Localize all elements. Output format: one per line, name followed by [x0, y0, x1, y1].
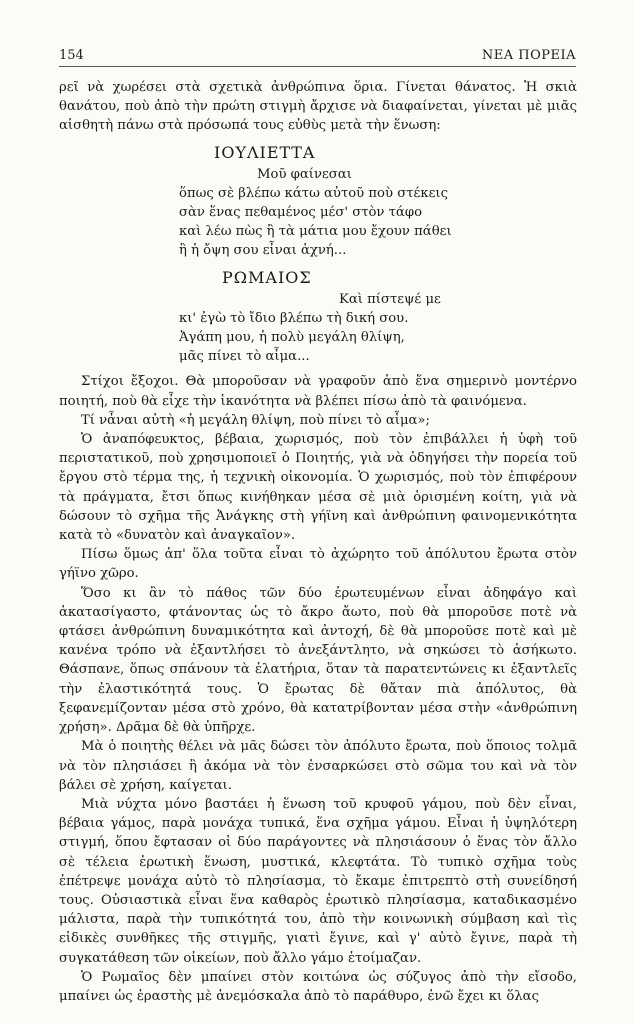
verse-line: μᾶς πίνει τὸ αἷμα...	[179, 349, 310, 365]
intro-paragraph: ρεῖ νὰ χωρέσει στὰ σχετικὰ ἀνθρώπινα ὅρια. Γίνεται θάνατος. Ἡ σκιὰ θανάτου, ποὺ ἀπὸ τὴν πρώτη στιγμὴ ἄρχισε νὰ διαφαίνεται, γίνεται μὲ μιᾶς αἰσθητὴ πάνω στὰ πρόσωπά τους εὐθὺς μετὰ τὴν ἕνωση:	[59, 80, 577, 134]
verse-line: Ἀγάπη μου, ἡ πολὺ μεγάλη θλίψη,	[179, 330, 405, 346]
body-paragraph: Στίχοι ἔξοχοι. Θὰ μποροῦσαν νὰ γραφοῦν ἀπὸ ἕνα σημερινὸ μοντέρνο ποιητή, ποὺ θὰ εἶχε τὴν ἱκανότητα νὰ βλέπει πίσω ἀπὸ τὰ φαινόμενα.	[59, 374, 577, 409]
body-paragraph: Ὁ Ρωμαῖος δὲν μπαίνει στὸν κοιτώνα ὡς σύζυγος ἀπὸ τὴν εἴσοδο, μπαίνει ὡς ἐραστὴς μὲ ἀνεμόσκαλα ἀπὸ τὸ παράθυρο, ἐνῶ ἔχει κι ὅλας	[59, 969, 577, 1004]
page-body	[59, 78, 577, 1006]
body-paragraph: Μιὰ νύχτα μόνο βαστάει ἡ ἕνωση τοῦ κρυφοῦ γάμου, ποὺ δὲν εἶναι, βέβαια γάμος, παρὰ μονάχα τυπικά, ἕνα σχῆμα γάμου. Εἶναι ἡ ὑψηλότερη στιγμή, ὅπου ἔφτασαν οἱ δύο παράγοντες νὰ πλησιάσουν ὁ ἕνας τὸν ἄλλο σὲ τέλεια ἐρωτικὴ ἕνωση, μυστικά, κλεφτάτα. Τὸ τυπικὸ σχῆμα τοὺς ἐπέτρεψε μονάχα αὐτὸ τὸ πλησίασμα, τὸ ἔκαμε ἐπιτρεπτὸ στὴ συνείδησή τους. Οὐσιαστικὰ εἶναι ἕνα καθαρὸς ἐρωτικὸ πλησίασμα, καταδικασμένο μάλιστα, παρὰ τὴν τυπικότητά του, ἀπὸ τὴν κοινωνικὴ σύμβαση καὶ τὶς εἰδικὲς συνθῆκες τῆς στιγμῆς, γιατὶ ἔγινε, καὶ γ' αὐτὸ ἔγινε, παρὰ τὴ συγκατάθεση τῶν οἰκείων, ποὺ ἄλλο γάμο ἑτοίμαζαν.	[59, 796, 577, 966]
page-header	[59, 40, 576, 68]
page-number: 154	[59, 48, 84, 63]
speaker-romeo: ΡΩΜΑΙΟΣ	[222, 267, 312, 287]
juliet-verse	[59, 165, 577, 261]
running-title: ΝΕΑ ΠΟΡΕΙΑ	[481, 48, 576, 63]
body-paragraph: Μὰ ὁ ποιητὴς θέλει νὰ μᾶς δώσει τὸν ἀπόλυτο ἔρωτα, ποὺ ὅποιος τολμᾶ νὰ τὸν πλησιάσει ἢ ἀκόμα νὰ τὸν ἐνσαρκώσει στὸ σῶμα του καὶ νὰ τὸν βάλει σὲ χρήση, καίγεται.	[59, 739, 577, 793]
body-paragraph: Τί νἆναι αὐτὴ «ἡ μεγάλη θλίψη, ποὺ πίνει τὸ αἷμα»;	[81, 412, 430, 428]
verse-line: κι' ἐγὼ τὸ ἴδιο βλέπω τὴ δική σου.	[179, 310, 409, 326]
body-paragraph: Ὅσο κι ἂν τὸ πάθος τῶν δύο ἐρωτευμένων εἶναι ἀδηφάγο καὶ ἀκατασίγαστο, φτάνοντας ὡς τὸ ἄκρο ἄωτο, ποὺ θὰ μποροῦσε ποτὲ νὰ φτάσει ἀνθρώπινη δυναμικότητα καὶ ἀντοχή, δὲ θὰ μποροῦσε ποτὲ καὶ μὲ κανένα τρόπο νὰ ἐξαντλήσει τὸ ἀνεξάντλητο, νὰ σηκώσει τὸ ἀσήκωτο. Θάσπανε, ὅπως σπάνουν τὰ ἐλατήρια, ὅταν τὰ παρατεντώνεις κι ἐξαντλεῖς τὴν ἐλαστικότητά τους. Ὁ ἔρωτας δὲ θἄταν πιὰ ἀπόλυτος, θὰ ξεφανεμίζονταν μέσα στὸ χρόνο, θὰ κατατρίβονταν μέσα στὴν «ἀνθρώπινη χρήση». Δρᾶμα δὲ θὰ ὑπῆρχε.	[59, 585, 577, 736]
body-paragraph: Ὁ ἀναπόφευκτος, βέβαια, χωρισμός, ποὺ τὸν ἐπιβάλλει ἡ ὑφὴ τοῦ περιστατικοῦ, ποὺ χρησιμοποιεῖ ὁ Ποιητής, γιὰ νὰ ὁδηγήσει τὴν πορεία τοῦ ἔργου στὸ τέρμα της, ἡ τεχνικὴ οἰκονομία. Ὁ χωρισμός, ποὺ τὸν ἐπιφέρουν τὰ πράγματα, ἔτσι ὅπως κινήθηκαν μέσα σὲ μιὰ ὁρισμένη κοίτη, γιὰ νὰ δώσουν τὸ σχῆμα τῆς Ἀνάγκης στὴ γήϊνη καὶ ἀνθρώπινη φαινομενικότητα κατὰ τὸ «δυνατὸν καὶ ἀναγκαῖον».	[59, 432, 577, 544]
romeo-verse	[59, 290, 577, 367]
header-rule	[59, 66, 576, 67]
verse-line: καὶ λέω πὼς ἢ τὰ μάτια μου ἔχουν πάθει	[179, 224, 452, 240]
verse-line: σὰν ἕνας πεθαμένος μέσ' στὸν τάφο	[179, 205, 423, 221]
verse-line: Καὶ πίστεψέ με	[339, 291, 441, 307]
speaker-juliet: ΙΟΥΛΙΕΤΤΑ	[214, 142, 316, 162]
body-paragraph: Πίσω ὅμως ἀπ' ὅλα τοῦτα εἶναι τὸ ἀχώρητο τοῦ ἀπόλυτου ἔρωτα στὸν γήϊνο χῶρο.	[59, 547, 577, 582]
verse-line: ἢ ἡ ὄψη σου εἶναι ἀχνή...	[179, 243, 347, 259]
verse-line: ὅπως σὲ βλέπω κάτω αὐτοῦ ποὺ στέκεις	[179, 185, 448, 201]
verse-line: Μοῦ φαίνεσαι	[257, 166, 352, 182]
